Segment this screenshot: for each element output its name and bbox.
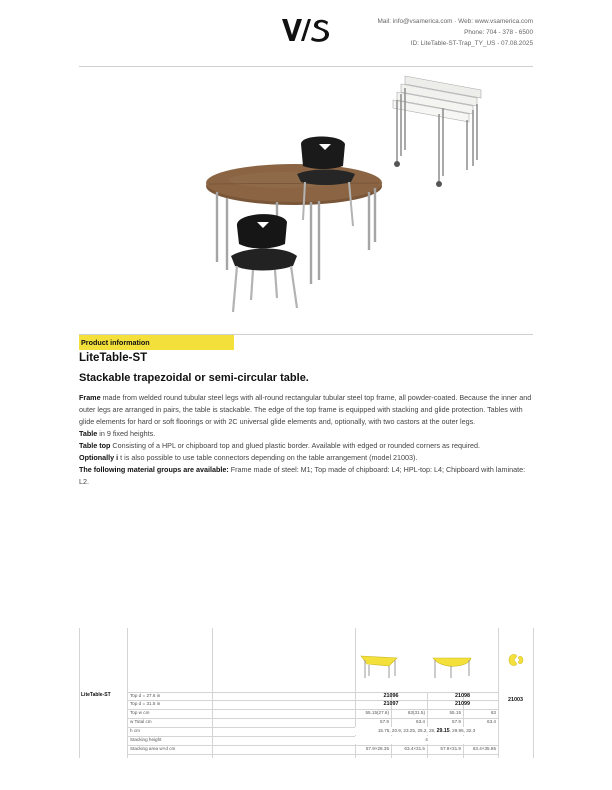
top-label: Table top: [79, 441, 111, 450]
model-21098: 21098: [455, 693, 470, 699]
total-w-21097: 63.4: [416, 719, 425, 724]
row-label-top-d1: Top d = 27.6 in: [130, 693, 161, 698]
header-contact: [377, 16, 533, 49]
spec-table: [79, 628, 533, 758]
section-tag: Product information: [79, 335, 234, 350]
row-label-h: h cm: [130, 728, 140, 733]
area-21098: 57.9×31.9: [440, 746, 461, 751]
top-w-21099: 63: [490, 710, 496, 715]
top-w-21097: 63(31.5): [407, 710, 425, 715]
top-paragraph: [79, 440, 534, 452]
back-chair: [297, 137, 355, 227]
product-title: LiteTable-ST: [79, 352, 148, 364]
model-21099: 21099: [455, 701, 470, 707]
stacking-height-value: 4: [355, 736, 498, 744]
header-divider: [79, 66, 533, 67]
row-label-top-d2: Top d = 31.5 in: [130, 701, 161, 706]
total-w-21098: 57.9: [452, 719, 461, 724]
model-21003: 21003: [508, 697, 523, 703]
semicircle-table-icon: [431, 646, 475, 680]
table-label: Table: [79, 429, 98, 438]
materials-paragraph: [79, 464, 534, 488]
height-values-prefix: 15.75, 20.9, 23.25, 25.2, 28,: [377, 728, 437, 733]
top-w-21098: 55.15: [449, 710, 461, 715]
stacked-tables: [393, 76, 481, 187]
vs-logo: [281, 17, 331, 43]
spec-product-name: LiteTable-ST: [81, 692, 111, 698]
materials-label: The following material groups are available:: [79, 465, 229, 474]
model-21096: 21096: [383, 693, 399, 699]
top-text: Consisting of a HPL or chipboard top and glued plastic border. Available with edged or rounded corners as required.: [110, 441, 481, 450]
optionally-paragraph: [79, 452, 534, 464]
frame-label: Frame: [79, 393, 101, 402]
frame-paragraph: [79, 392, 534, 428]
id-line: ID: LiteTable-ST-Trap_TY_US - 07.08.2025: [410, 40, 533, 47]
row-label-stacking-height: Stacking height: [130, 737, 162, 742]
table-text: in 9 fixed heights.: [97, 429, 156, 438]
table-paragraph: [79, 428, 534, 440]
area-21099: 63.4×35.85: [472, 746, 496, 751]
row-label-total-w: w Total cm: [130, 719, 152, 724]
connector-icon: [507, 652, 525, 668]
product-subtitle: Stackable trapezoidal or semi-circular table.: [79, 372, 309, 384]
area-21097: 63.4×31.5: [404, 746, 425, 751]
phone-line: Phone: 704 - 378 - 6500: [464, 29, 533, 36]
area-21096: 57.9×28.35: [365, 746, 389, 751]
row-label-top-w: Top w cm: [130, 710, 150, 715]
total-w-21099: 63.4: [487, 719, 496, 724]
table-chair-illustration: [79, 70, 533, 330]
frame-text: made from welded round tubular steel legs with all-round rectangular tubular steel top frame, all powder-coated. Because the inner and outer legs are arranged in pairs, the table is stackable. The edge of the top frame is equipped with stacking and glide protection. Tables with glide elements for hard or soft floorings or with 2C universal glide elements and, optionally, with two castors at the outer legs.: [79, 393, 532, 426]
product-description: [79, 392, 534, 488]
front-chair: [231, 214, 297, 312]
top-w-21096: 55.15(27.6): [365, 710, 389, 715]
row-label-stacking-area: Stacking area w×d cm: [130, 746, 176, 751]
optionally-text: t is also possible to use table connectors depending on the table arrangement (model 21003).: [118, 453, 418, 462]
height-values-suffix: , 29.95, 32.3: [449, 728, 476, 733]
trapezoid-table-icon: [359, 646, 401, 680]
model-21097: 21097: [383, 701, 399, 707]
optionally-label: Optionally i: [79, 453, 119, 462]
total-w-21096: 57.9: [380, 719, 389, 724]
height-value-bold: 29.15: [436, 728, 450, 734]
contact-line: Mail: info@vsamerica.com · Web: www.vsamerica.com: [377, 18, 533, 25]
materials-text: Frame made of steel: M1; Top made of chipboard: L4; HPL-top: L4; Chipboard with laminate: L2.: [79, 465, 526, 486]
height-values: [355, 727, 498, 735]
